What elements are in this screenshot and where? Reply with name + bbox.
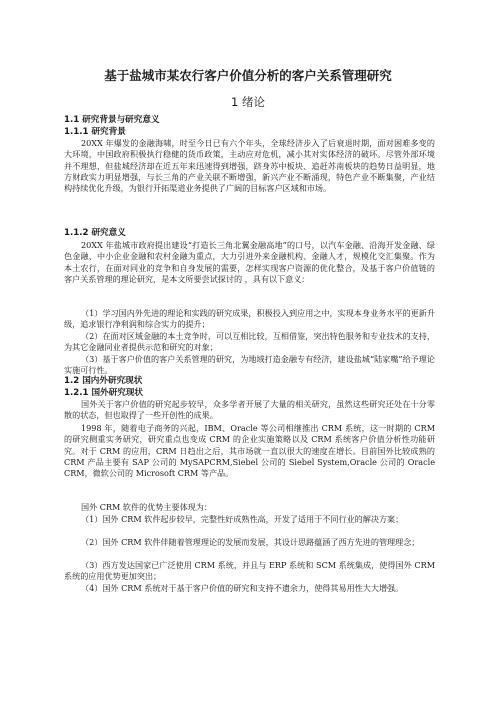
paragraph: 国外 CRM 软件的优势主要体现为： xyxy=(81,502,212,512)
paragraph: （3）西方发达国家已广泛使用 CRM 系统，并且与 ERP 系统和 SCM 系统集成，使得国外 CRM 系统的应用优势更加突出； xyxy=(64,560,435,582)
paragraph: （2）国外 CRM 软件伴随着管理理论的发展而发展，其设计思路蕴涵了西方先进的管理理念； xyxy=(81,537,420,547)
document-title: 基于盐城市某农行客户价值分析的客户关系管理研究 xyxy=(104,68,392,83)
paragraph: （1）学习国内外先进的理论和实践的研究成果，积极投入到应用之中，实现本身业务水平的更新升级，追求银行净利润和综合实力的提升； xyxy=(64,308,435,330)
paragraph: 20XX 年爆发的金融海啸，时至今日已有六个年头，全球经济步入了后衰退时期，面对困难多变的大环境，中国政府积极执行稳健的货币政策，主动应对危机，减小其对实体经济的破坏。尽管外部环境并不理想，但盐城经济却在近五年来迅速得到增强，跻身苏中板块、追赶苏南板块的趋势日益明显，地方财政实力明显增强，与长三角的产业关联不断增强，新兴产业不断涌现，特色产业不断集聚，产业结构持续优化升级，为银行开拓渠道业务提供了广阔的目标客户区域和市场。 xyxy=(64,138,435,193)
paragraph: （2）在面对区域金融的本土竞争时，可以互相比较，互相借鉴，突出特色服务和专业技术的支持，为其它金融同业者提供示范和研究的对象； xyxy=(64,331,435,353)
subsection-heading: 1.1.1 研究背景 xyxy=(64,127,126,137)
chapter-heading: 1 绪论 xyxy=(231,95,265,109)
paragraph: 国外关于客户价值的研究起步较早，众多学者开展了大量的相关研究，虽然这些研究还处在十分零散的状态，但也取得了一些开创性的成果。 xyxy=(64,399,435,421)
section-heading: 1.1 研究背景与研究意义 xyxy=(64,115,160,125)
section-heading: 1.2 国内外研究现状 xyxy=(64,376,143,386)
paragraph: 20XX 年盐城市政府提出建设“打造长三角北翼金融高地”的口号，以汽车金融、沿海开发金融、绿色金融、中小企业金融和农村金融为重点，大力引进外来金融机构、金融人才，规模化交汇集聚。作为本土农行，在面对同业的竞争和自身发展的需要，怎样实现客户资源的优化整合，及基于客户价值链的客户关系管理的理论研究，是本文所要尝试探讨的 ，具有以下意义： xyxy=(64,240,435,284)
paragraph: 1998 年，随着电子商务的兴起，IBM、Oracle 等公司相继推出 CRM 系统，这一时期的 CRM 的研究侧重实务研究，研究重点也变成 CRM 的企业实施策略以及 CRM 系统客户价值分析性功能研究。对于 CRM 的应用，CRM 日趋出之后，其市场就一直以很大的速度在增长。目前国外比较成熟的 CRM 产品主要有 SAP 公司的 MySAPCRM,Siebel 公司的 Siebel System,Oracle 公司的 Oracle CRM，微软公司的 Microsoft CRM 等产品。 xyxy=(64,423,435,478)
paragraph: （1）国外 CRM 软件起步较早，完整性好成熟性高，开发了适用于不同行业的解决方案； xyxy=(81,514,404,524)
paragraph: （4）国外 CRM 系统对于基于客户价值的研究和支持不遗余力，使得其易用性大大增强。 xyxy=(81,583,404,593)
paragraph: （3）基于客户价值的客户关系管理的研究，为地域打造金融专有经济，建设盐城“陆家嘴”给予理论实施可行性。 xyxy=(64,354,435,376)
subsection-heading: 1.1.2 研究意义 xyxy=(64,228,126,238)
subsection-heading: 1.2.1 国外研究现状 xyxy=(64,388,144,398)
